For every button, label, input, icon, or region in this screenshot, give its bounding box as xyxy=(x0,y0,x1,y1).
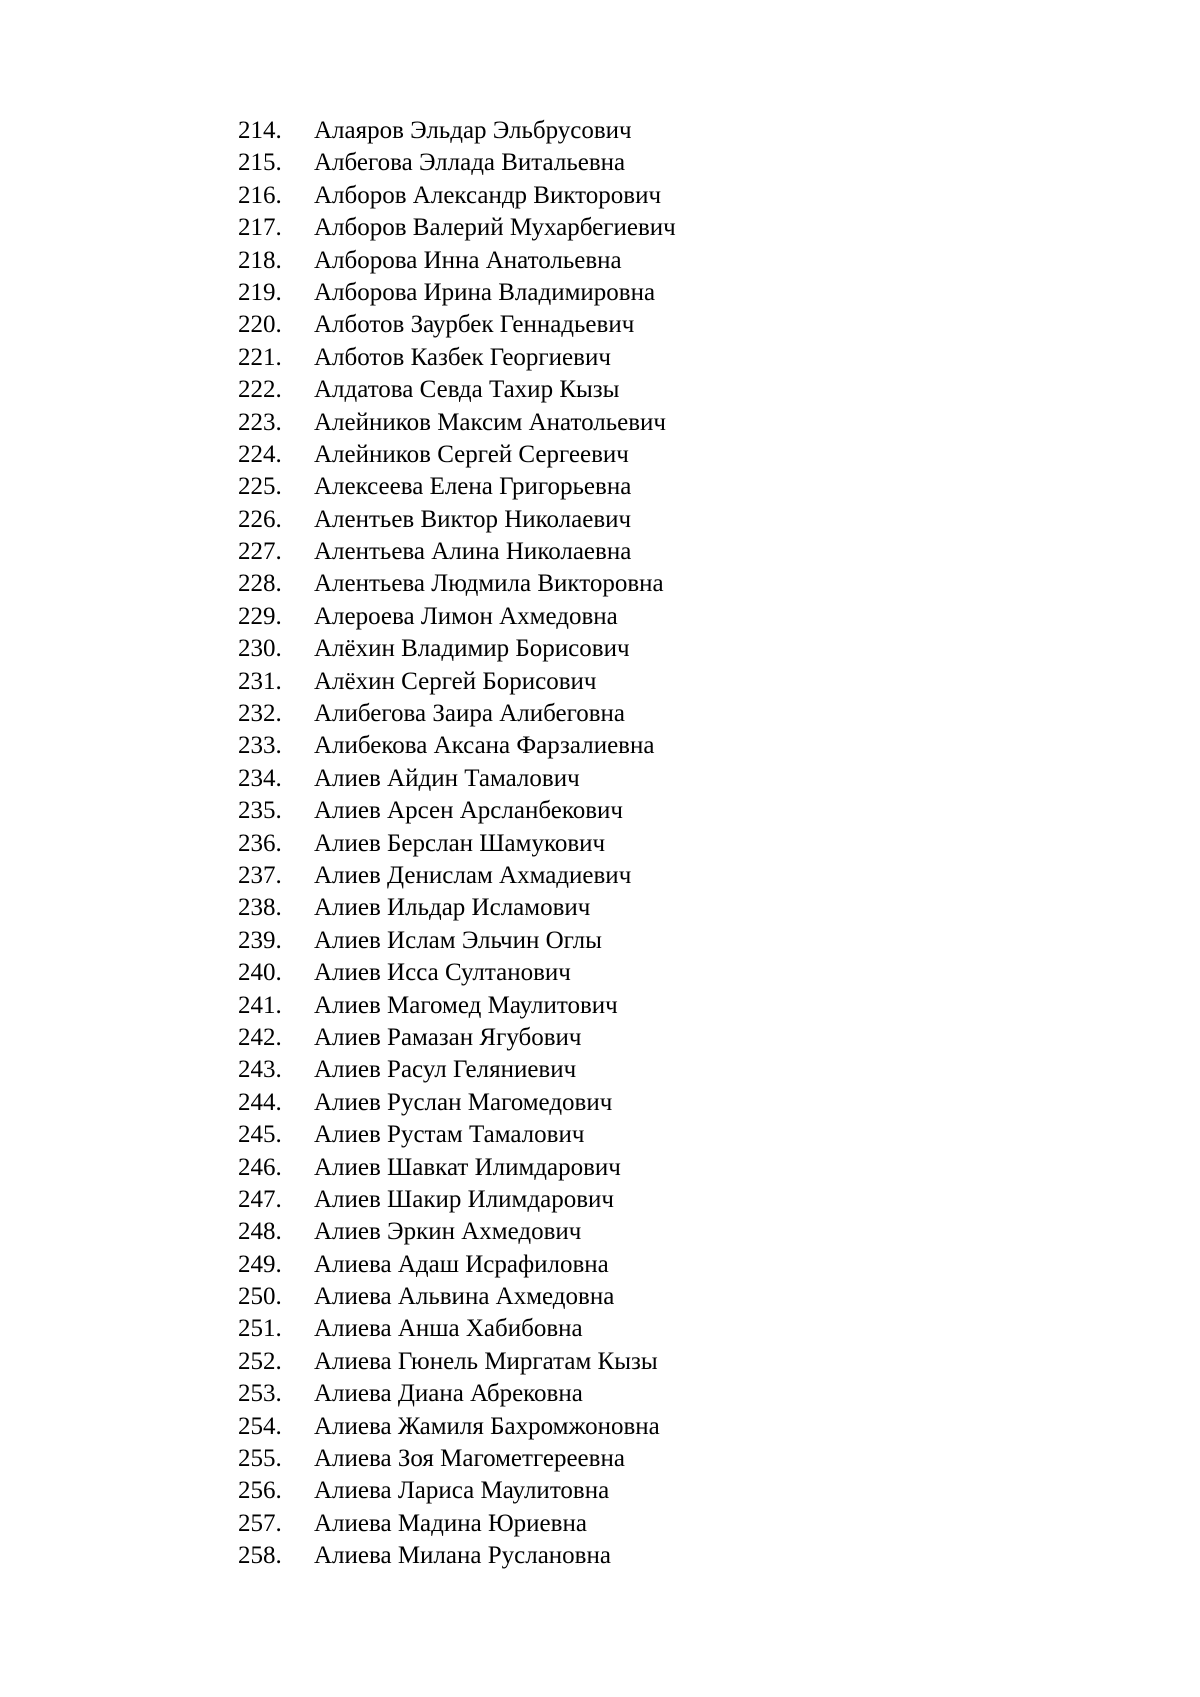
entry-name: Алиев Магомед Маулитович xyxy=(314,991,618,1019)
list-item xyxy=(238,212,676,244)
list-item xyxy=(238,730,676,762)
entry-number: 246. xyxy=(238,1153,282,1181)
entry-number: 218. xyxy=(238,246,282,274)
entry-number: 227. xyxy=(238,538,282,566)
entry-name: Алиева Альвина Ахмедовна xyxy=(314,1283,615,1311)
entry-name: Алиев Ильдар Исламович xyxy=(314,894,591,922)
list-item xyxy=(238,860,676,892)
entry-number: 233. xyxy=(238,732,282,760)
entry-name: Алборов Александр Викторович xyxy=(314,181,662,209)
list-item xyxy=(238,892,676,924)
entry-number: 223. xyxy=(238,408,282,436)
entry-number: 248. xyxy=(238,1218,282,1246)
entry-name: Алиев Руслан Магомедович xyxy=(314,1088,613,1116)
list-item xyxy=(238,990,676,1022)
list-item xyxy=(238,795,676,827)
list-item xyxy=(238,633,676,665)
list-item xyxy=(238,1411,676,1443)
list-item xyxy=(238,342,676,374)
entry-name: Алексеева Елена Григорьевна xyxy=(314,473,632,501)
entry-name: Алейников Максим Анатольевич xyxy=(314,408,666,436)
entry-name: Алёхин Сергей Борисович xyxy=(314,667,597,695)
list-item xyxy=(238,763,676,795)
entry-number: 232. xyxy=(238,700,282,728)
list-item xyxy=(238,1443,676,1475)
list-item xyxy=(238,374,676,406)
entry-number: 220. xyxy=(238,311,282,339)
entry-number: 224. xyxy=(238,440,282,468)
list-item xyxy=(238,1022,676,1054)
entry-number: 249. xyxy=(238,1250,282,1278)
list-item xyxy=(238,601,676,633)
list-item xyxy=(238,698,676,730)
entry-number: 217. xyxy=(238,214,282,242)
entry-number: 214. xyxy=(238,117,282,144)
entry-name: Алиев Исса Султанович xyxy=(314,959,571,987)
entry-number: 236. xyxy=(238,829,282,857)
list-item xyxy=(238,407,676,439)
list-item xyxy=(238,1313,676,1345)
list-item xyxy=(238,309,676,341)
entry-name: Алиева Адаш Исрафиловна xyxy=(314,1250,609,1278)
entry-name: Алиева Зоя Магометгереевна xyxy=(314,1445,625,1473)
list-item xyxy=(238,568,676,600)
list-item xyxy=(238,277,676,309)
entry-name: Алиева Лариса Маулитовна xyxy=(314,1477,610,1505)
entry-name: Алиев Айдин Тамалович xyxy=(314,764,580,792)
entry-number: 242. xyxy=(238,1023,282,1051)
entry-name: Албегова Эллада Витальевна xyxy=(314,149,626,177)
entry-number: 256. xyxy=(238,1477,282,1505)
entry-number: 215. xyxy=(238,149,282,177)
list-item xyxy=(238,1087,676,1119)
entry-name: Алиев Шавкат Илимдарович xyxy=(314,1153,621,1181)
entry-name: Алиев Шакир Илимдарович xyxy=(314,1185,614,1213)
list-item xyxy=(238,1281,676,1313)
entry-number: 258. xyxy=(238,1542,282,1570)
entry-number: 221. xyxy=(238,343,282,371)
entry-number: 222. xyxy=(238,376,282,404)
list-item xyxy=(238,1378,676,1410)
list-item xyxy=(238,1184,676,1216)
list-item xyxy=(238,471,676,503)
entry-name: Алиев Рамазан Ягубович xyxy=(314,1023,582,1051)
list-item xyxy=(238,1216,676,1248)
entry-name: Алаяров Эльдар Эльбрусович xyxy=(314,117,632,144)
entry-name: Алентьева Людмила Викторовна xyxy=(314,570,664,598)
list-item xyxy=(238,957,676,989)
entry-name: Алиев Рустам Тамалович xyxy=(314,1121,585,1149)
entry-name: Алероева Лимон Ахмедовна xyxy=(314,602,618,630)
entry-number: 240. xyxy=(238,959,282,987)
list-item xyxy=(238,245,676,277)
entry-number: 219. xyxy=(238,278,282,306)
entry-number: 229. xyxy=(238,602,282,630)
entry-number: 253. xyxy=(238,1380,282,1408)
entry-name: Алентьева Алина Николаевна xyxy=(314,538,632,566)
entry-number: 226. xyxy=(238,505,282,533)
list-item xyxy=(238,439,676,471)
entry-number: 228. xyxy=(238,570,282,598)
entry-number: 247. xyxy=(238,1185,282,1213)
list-item xyxy=(238,828,676,860)
entry-number: 230. xyxy=(238,635,282,663)
entry-name: Алиев Арсен Арсланбекович xyxy=(314,797,623,825)
entry-name: Алборов Валерий Мухарбегиевич xyxy=(314,214,676,242)
list-item xyxy=(238,925,676,957)
list-item xyxy=(238,666,676,698)
entry-number: 255. xyxy=(238,1445,282,1473)
list-item xyxy=(238,1540,676,1572)
entry-name: Алборова Ирина Владимировна xyxy=(314,278,656,306)
entry-number: 254. xyxy=(238,1412,282,1440)
entry-name: Алентьев Виктор Николаевич xyxy=(314,505,632,533)
list-item xyxy=(238,1054,676,1086)
list-item xyxy=(238,1475,676,1507)
list-item xyxy=(238,536,676,568)
entry-name: Алиев Эркин Ахмедович xyxy=(314,1218,582,1246)
entry-number: 216. xyxy=(238,181,282,209)
entry-number: 241. xyxy=(238,991,282,1019)
entry-number: 225. xyxy=(238,473,282,501)
entry-name: Алиев Денислам Ахмадиевич xyxy=(314,861,632,889)
list-item xyxy=(238,180,676,212)
list-item xyxy=(238,1346,676,1378)
entry-name: Алиев Ислам Эльчин Оглы xyxy=(314,926,602,954)
entry-number: 234. xyxy=(238,764,282,792)
entry-name: Алиев Расул Геляниевич xyxy=(314,1056,577,1084)
entry-name: Алиева Милана Руслановна xyxy=(314,1542,611,1570)
list-item xyxy=(238,115,676,147)
entry-name: Алиева Жамиля Бахромжоновна xyxy=(314,1412,660,1440)
entry-number: 245. xyxy=(238,1121,282,1149)
entry-name: Алиева Мадина Юриевна xyxy=(314,1509,587,1537)
entry-number: 251. xyxy=(238,1315,282,1343)
entry-number: 237. xyxy=(238,861,282,889)
entry-name: Алботов Казбек Георгиевич xyxy=(314,343,611,371)
list-item xyxy=(238,1152,676,1184)
list-item xyxy=(238,1249,676,1281)
entry-name: Алиева Анша Хабибовна xyxy=(314,1315,583,1343)
entry-name: Алибекова Аксана Фарзалиевна xyxy=(314,732,655,760)
list-item xyxy=(238,1119,676,1151)
entry-number: 250. xyxy=(238,1283,282,1311)
entry-name: Алботов Заурбек Геннадьевич xyxy=(314,311,635,339)
name-list xyxy=(238,115,676,1573)
entry-number: 238. xyxy=(238,894,282,922)
entry-name: Алборова Инна Анатольевна xyxy=(314,246,622,274)
entry-number: 252. xyxy=(238,1347,282,1375)
entry-name: Алёхин Владимир Борисович xyxy=(314,635,630,663)
entry-number: 244. xyxy=(238,1088,282,1116)
list-item xyxy=(238,504,676,536)
entry-number: 235. xyxy=(238,797,282,825)
list-item xyxy=(238,147,676,179)
entry-number: 239. xyxy=(238,926,282,954)
entry-number: 257. xyxy=(238,1509,282,1537)
entry-name: Алдатова Севда Тахир Кызы xyxy=(314,376,620,404)
entry-name: Алиев Берслан Шамукович xyxy=(314,829,606,857)
entry-name: Алиева Диана Абрековна xyxy=(314,1380,583,1408)
entry-name: Алейников Сергей Сергеевич xyxy=(314,440,629,468)
entry-name: Алибегова Заира Алибеговна xyxy=(314,700,625,728)
entry-name: Алиева Гюнель Миргатам Кызы xyxy=(314,1347,658,1375)
list-item xyxy=(238,1508,676,1540)
entry-number: 231. xyxy=(238,667,282,695)
entry-number: 243. xyxy=(238,1056,282,1084)
